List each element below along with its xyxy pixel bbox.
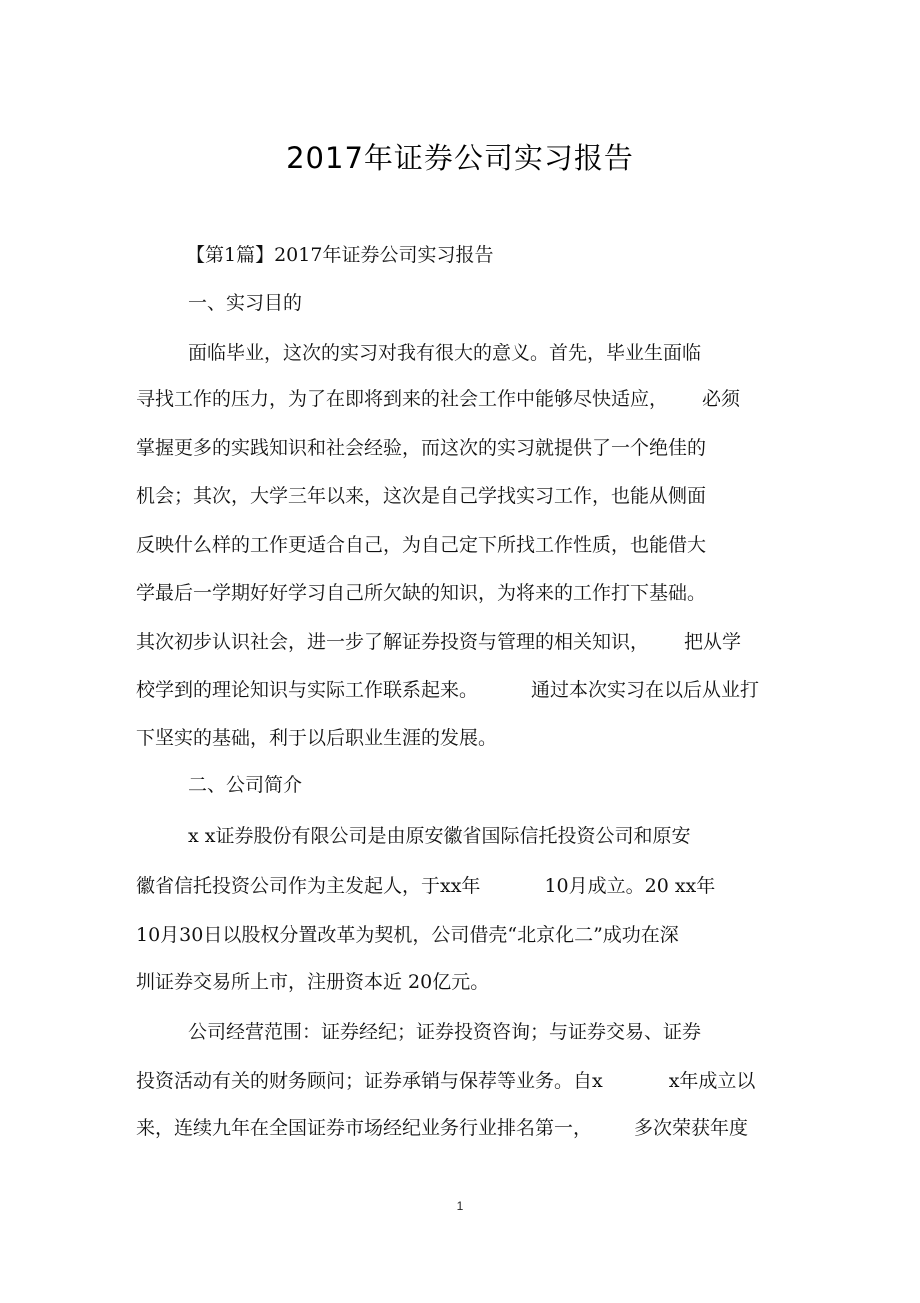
- text-run: 投资活动有关的财务顾问；证券承销与保荐等业务。自x: [136, 1070, 603, 1092]
- text-run: x年成立以: [668, 1070, 756, 1092]
- section-heading: [188, 773, 302, 797]
- paragraph-line: [136, 1116, 748, 1140]
- paragraph-line: [188, 824, 690, 848]
- paragraph-line: [136, 387, 740, 411]
- text-run: 徽省信托投资公司作为主发起人，于xx年: [136, 875, 481, 897]
- paragraph-line: [136, 874, 715, 898]
- paragraph-line: [188, 341, 701, 365]
- paragraph-line: [136, 581, 706, 605]
- text-run: 来，连续九年在全国证券市场经纪业务行业排名第一，: [136, 1117, 593, 1139]
- paragraph-line: [136, 630, 741, 654]
- text-run: 【第1篇】2017年证券公司实习报告: [186, 244, 494, 266]
- text-run: 掌握更多的实践知识和社会经验，而这次的实习就提供了一个绝佳的: [136, 437, 707, 459]
- text-run: 二、公司简介: [188, 774, 303, 796]
- section-heading-chapter: [186, 243, 493, 267]
- paragraph-line: [136, 726, 497, 750]
- paragraph-line: [136, 678, 759, 702]
- text-run: 下坚实的基础，利于以后职业生涯的发展。: [136, 727, 498, 749]
- text-run: 机会；其次，大学三年以来，这次是自己学找实习工作，也能从侧面: [136, 485, 707, 507]
- text-run: 学最后一学期好好学习自己所欠缺的知识，为将来的工作打下基础。: [136, 582, 707, 604]
- text-run: 通过本次实习在以后从业打: [531, 679, 760, 701]
- text-run: 10月30日以股权分置改革为契机，公司借壳“北京化二”成功在深: [136, 924, 679, 946]
- text-run: 反映什么样的工作更适合自己，为自己定下所找工作性质，也能借大: [136, 534, 707, 556]
- text-run: 把从学: [684, 631, 742, 653]
- text-run: 其次初步认识社会，进一步了解证券投资与管理的相关知识，: [136, 631, 650, 653]
- text-run: 多次荣获年度: [634, 1117, 749, 1139]
- text-run: 面临毕业，这次的实习对我有很大的意义。首先，毕业生面临: [188, 342, 702, 364]
- paragraph-line: [136, 533, 706, 557]
- document-title: 2017年证券公司实习报告: [286, 141, 634, 175]
- page-number: 1: [456, 1199, 464, 1213]
- text-run: x x证券股份有限公司是由原安徽省国际信托投资公司和原安: [188, 825, 691, 847]
- paragraph-line: [136, 1069, 755, 1093]
- text-run: 10月成立。20 xx年: [544, 875, 716, 897]
- paragraph-line: [136, 484, 706, 508]
- section-heading: [188, 291, 302, 315]
- text-run: 校学到的理论知识与实际工作联系起来。: [136, 679, 479, 701]
- paragraph-line: [136, 923, 679, 947]
- paragraph-line: [136, 436, 706, 460]
- text-run: 一、实习目的: [188, 292, 303, 314]
- paragraph-line: [136, 970, 489, 994]
- text-run: 圳证券交易所上市，注册资本近 20亿元。: [136, 971, 490, 993]
- text-run: 公司经营范围：证券经纪；证券投资咨询；与证券交易、证券: [188, 1021, 702, 1043]
- text-run: 寻找工作的压力，为了在即将到来的社会工作中能够尽快适应，: [136, 388, 669, 410]
- text-run: 必须: [702, 388, 741, 410]
- paragraph-line: [188, 1020, 701, 1044]
